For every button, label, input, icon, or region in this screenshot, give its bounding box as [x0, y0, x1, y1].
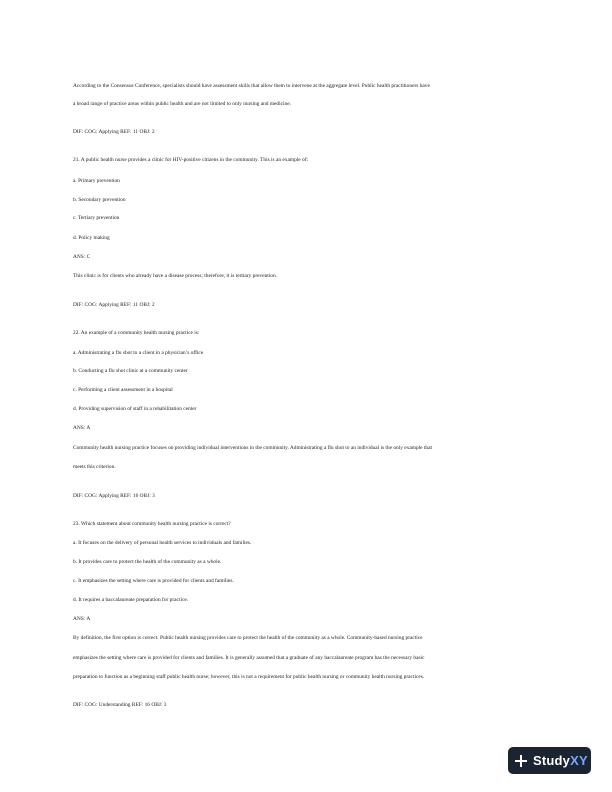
option-c: c. Tertiary prevention	[73, 215, 120, 221]
option-b: b. It provides care to protect the health of the community as a whole.	[73, 559, 222, 565]
answer: ANS: A	[73, 616, 91, 622]
text-line: a broad range of practice areas within public health and are not limited to only nursing and medicine.	[73, 101, 291, 107]
plus-icon	[515, 755, 527, 767]
rationale: Community health nursing practice focuses on providing individual interventions in the community. Administrating a flu shot to an individual is the only example that	[73, 445, 432, 451]
rationale: meets this criterion.	[73, 464, 116, 470]
rationale: emphasizes the setting where care is provided for clients and families. It is generally assumed that a graduate of any baccalaureate program has the necessary basic	[73, 655, 425, 661]
brand-logo	[533, 753, 588, 768]
option-d: d. It requires a baccalaureate preparation for practice.	[73, 597, 189, 603]
studyxy-badge	[508, 747, 591, 774]
dif-line: DIF: COG: Applying REF: 16 OBJ: 3	[73, 493, 155, 499]
text-line: According to the Consensus Conference, specialists should have assessment skills that allow them to intervene at the aggregate level. Public health practitioners have	[73, 83, 430, 89]
rationale: By definition, the first option is correct. Public health nursing provides care to protect the health of the community as a whole. Community-based nursing practice	[73, 635, 423, 641]
option-b: b. Conducting a flu shot clinic at a community center	[73, 368, 188, 374]
dif-line: DIF: COG: Applying REF: 11 OBJ: 2	[73, 129, 155, 135]
option-a: a. Administrating a flu shot to a client in a physician’s office	[73, 350, 204, 356]
dif-line: DIF: COG: Understanding REF: 16 OBJ: 3	[73, 702, 167, 708]
option-a: a. Primary prevention	[73, 178, 120, 184]
option-d: d. Providing supervision of staff in a rehabilitation center	[73, 406, 197, 412]
brand-accent: XY	[570, 753, 588, 768]
question-23: 23. Which statement about community health nursing practice is correct?	[73, 521, 231, 527]
question-21: 21. A public health nurse provides a clinic for HIV-positive citizens in the community. This is an example of:	[73, 157, 308, 163]
option-b: b. Secondary prevention	[73, 197, 126, 203]
brand-main: Study	[533, 753, 571, 768]
option-a: a. It focuses on the delivery of personal health services to individuals and families.	[73, 540, 252, 546]
rationale: preparation to function as a beginning staff public health nurse; however, this is not a requirement for public health nursing or community health nursing practices.	[73, 674, 425, 680]
answer: ANS: C	[73, 254, 91, 260]
answer: ANS: A	[73, 425, 91, 431]
option-c: c. It emphasizes the setting where care is provided for clients and families.	[73, 578, 234, 584]
rationale: This clinic is for clients who already have a disease process; therefore, it is tertiary prevention.	[73, 273, 278, 279]
option-d: d. Policy making	[73, 235, 110, 241]
dif-line: DIF: COG: Applying REF: 11 OBJ: 2	[73, 302, 155, 308]
question-22: 22. An example of a community health nursing practice is:	[73, 330, 200, 336]
option-c: c. Performing a client assessment in a hospital	[73, 387, 173, 393]
